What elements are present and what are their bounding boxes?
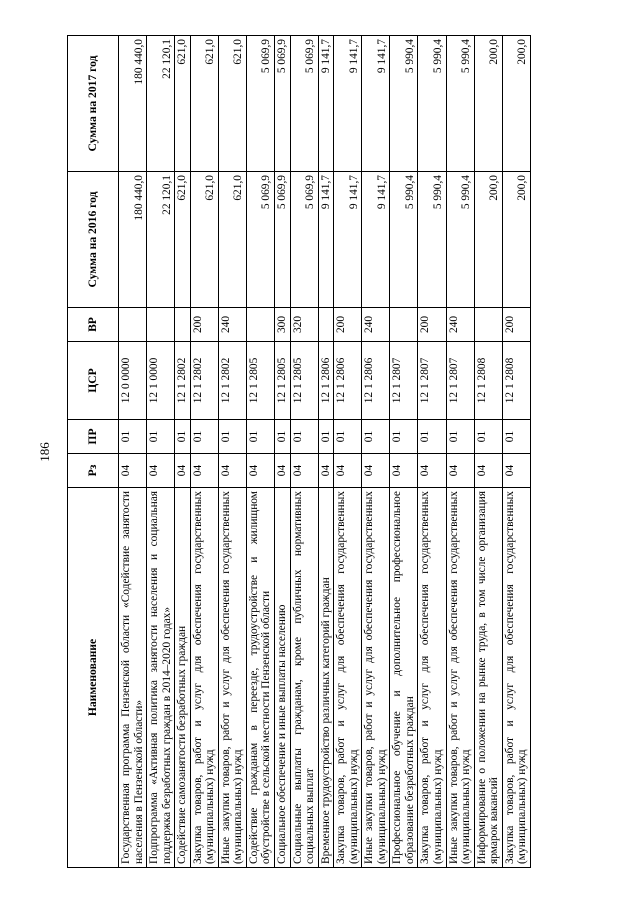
- cell-rz: 04: [318, 454, 334, 488]
- cell-pr: 01: [362, 420, 390, 454]
- cell-name: Информирование о положении на рынке труда, в том числе организация ярмарок вакансий: [474, 488, 502, 868]
- cell-sum-2016: 5 990,4: [418, 172, 446, 308]
- cell-sum-2017: 5 990,4: [418, 36, 446, 172]
- table-row: [246, 36, 274, 868]
- cell-sum-2016: 5 069,9: [246, 172, 274, 308]
- table-row: [474, 36, 502, 868]
- cell-vr: 240: [362, 308, 390, 342]
- table-row: [446, 36, 474, 868]
- cell-vr: [119, 308, 147, 342]
- cell-name: Закупка товаров, работ и услуг для обеспечения государственных (муниципальных) нужд: [190, 488, 218, 868]
- cell-rz: 04: [446, 454, 474, 488]
- cell-csr: 12 1 2807: [446, 342, 474, 420]
- table-row: [318, 36, 334, 868]
- cell-name: Профессиональное обучение и дополнительное профессиональное образование безработных граждан: [390, 488, 418, 868]
- cell-pr: 01: [147, 420, 175, 454]
- cell-sum-2017: 5 069,9: [246, 36, 274, 172]
- cell-pr: 01: [218, 420, 246, 454]
- cell-vr: [390, 308, 418, 342]
- cell-vr: 300: [275, 308, 291, 342]
- cell-rz: 04: [334, 454, 362, 488]
- cell-sum-2017: 621,0: [175, 36, 191, 172]
- cell-vr: 320: [290, 308, 318, 342]
- cell-vr: 240: [446, 308, 474, 342]
- cell-csr: 12 1 2808: [502, 342, 530, 420]
- table-row: [218, 36, 246, 868]
- budget-table: [67, 35, 531, 868]
- cell-name: Иные закупки товаров, работ и услуг для обеспечения государственных (муниципальных) нужд: [218, 488, 246, 868]
- cell-csr: 12 1 2806: [334, 342, 362, 420]
- table-row: [390, 36, 418, 868]
- cell-vr: 240: [218, 308, 246, 342]
- page-number: 186: [37, 442, 52, 462]
- cell-csr: 12 1 0000: [147, 342, 175, 420]
- cell-vr: 200: [418, 308, 446, 342]
- cell-sum-2016: 180 440,0: [119, 172, 147, 308]
- cell-sum-2016: 9 141,7: [334, 172, 362, 308]
- cell-csr: 12 1 2806: [318, 342, 334, 420]
- cell-csr: 12 1 2805: [290, 342, 318, 420]
- cell-sum-2017: 9 141,7: [334, 36, 362, 172]
- cell-pr: 01: [190, 420, 218, 454]
- cell-csr: 12 1 2808: [474, 342, 502, 420]
- cell-rz: 04: [119, 454, 147, 488]
- cell-name: Закупка товаров, работ и услуг для обеспечения государственных (муниципальных) нужд: [418, 488, 446, 868]
- cell-pr: 01: [418, 420, 446, 454]
- header-sum-2017: Сумма на 2017 год: [68, 36, 119, 172]
- cell-csr: 12 0 0000: [119, 342, 147, 420]
- cell-pr: 01: [175, 420, 191, 454]
- cell-rz: 04: [246, 454, 274, 488]
- cell-sum-2017: 200,0: [502, 36, 530, 172]
- cell-name: Закупка товаров, работ и услуг для обеспечения государственных (муниципальных) нужд: [334, 488, 362, 868]
- cell-rz: 04: [175, 454, 191, 488]
- table-row: [418, 36, 446, 868]
- table-row: [334, 36, 362, 868]
- cell-sum-2016: 9 141,7: [362, 172, 390, 308]
- cell-name: Содействие гражданам в переезде, трудоустройстве и жилищном обустройстве в сельской местности Пензенской области: [246, 488, 274, 868]
- cell-rz: 04: [147, 454, 175, 488]
- table-row: [502, 36, 530, 868]
- cell-pr: 01: [119, 420, 147, 454]
- cell-sum-2016: 200,0: [474, 172, 502, 308]
- header-name: Наименование: [68, 488, 119, 868]
- cell-pr: 01: [474, 420, 502, 454]
- cell-vr: [474, 308, 502, 342]
- table-row: [362, 36, 390, 868]
- cell-vr: [175, 308, 191, 342]
- cell-vr: 200: [190, 308, 218, 342]
- cell-name: Подпрограмма «Активная политика занятости населения и социальная поддержка безработных граждан в 2014–2020 годах»: [147, 488, 175, 868]
- cell-sum-2016: 621,0: [175, 172, 191, 308]
- cell-sum-2016: 5 069,9: [275, 172, 291, 308]
- cell-rz: 04: [218, 454, 246, 488]
- cell-rz: 04: [290, 454, 318, 488]
- cell-sum-2017: 5 069,9: [275, 36, 291, 172]
- cell-sum-2017: 5 990,4: [390, 36, 418, 172]
- cell-name: Иные закупки товаров, работ и услуг для обеспечения государственных (муниципальных) нужд: [446, 488, 474, 868]
- cell-sum-2016: 5 069,9: [290, 172, 318, 308]
- cell-csr: 12 1 2802: [190, 342, 218, 420]
- header-sum-2016: Сумма на 2016 год: [68, 172, 119, 308]
- cell-csr: 12 1 2805: [246, 342, 274, 420]
- header-row: [68, 36, 119, 868]
- cell-sum-2016: 9 141,7: [318, 172, 334, 308]
- rotated-page: [67, 36, 587, 868]
- cell-sum-2017: 200,0: [474, 36, 502, 172]
- table-row: [175, 36, 191, 868]
- cell-csr: 12 1 2807: [418, 342, 446, 420]
- cell-pr: 01: [390, 420, 418, 454]
- cell-sum-2017: 5 069,9: [290, 36, 318, 172]
- cell-name: Социальное обеспечение и иные выплаты населению: [275, 488, 291, 868]
- table-row: [190, 36, 218, 868]
- cell-csr: 12 1 2802: [218, 342, 246, 420]
- table-row: [147, 36, 175, 868]
- cell-rz: 04: [502, 454, 530, 488]
- cell-sum-2017: 621,0: [190, 36, 218, 172]
- cell-sum-2017: 621,0: [218, 36, 246, 172]
- cell-rz: 04: [418, 454, 446, 488]
- cell-vr: [318, 308, 334, 342]
- cell-sum-2016: 22 120,1: [147, 172, 175, 308]
- cell-sum-2017: 9 141,7: [318, 36, 334, 172]
- cell-pr: 01: [334, 420, 362, 454]
- cell-name: Временное трудоустройство различных категорий граждан: [318, 488, 334, 868]
- cell-rz: 04: [190, 454, 218, 488]
- cell-pr: 01: [318, 420, 334, 454]
- cell-rz: 04: [474, 454, 502, 488]
- cell-name: Социальные выплаты гражданам, кроме публичных нормативных социальных выплат: [290, 488, 318, 868]
- cell-sum-2017: 22 120,1: [147, 36, 175, 172]
- cell-name: Государственная программа Пензенской области «Содействие занятости населения в Пензенской области»: [119, 488, 147, 868]
- cell-vr: 200: [502, 308, 530, 342]
- cell-vr: [147, 308, 175, 342]
- header-rz: Рз: [68, 454, 119, 488]
- cell-rz: 04: [275, 454, 291, 488]
- cell-vr: [246, 308, 274, 342]
- header-pr: ПР: [68, 420, 119, 454]
- cell-name: Закупка товаров, работ и услуг для обеспечения государственных (муниципальных) нужд: [502, 488, 530, 868]
- cell-pr: 01: [246, 420, 274, 454]
- cell-csr: 12 1 2807: [390, 342, 418, 420]
- cell-name: Иные закупки товаров, работ и услуг для обеспечения государственных (муниципальных) нужд: [362, 488, 390, 868]
- table-row: [290, 36, 318, 868]
- cell-pr: 01: [290, 420, 318, 454]
- cell-csr: 12 1 2805: [275, 342, 291, 420]
- cell-csr: 12 1 2806: [362, 342, 390, 420]
- table-row: [275, 36, 291, 868]
- cell-sum-2016: 200,0: [502, 172, 530, 308]
- cell-name: Содействие самозанятости безработных граждан: [175, 488, 191, 868]
- cell-pr: 01: [275, 420, 291, 454]
- cell-rz: 04: [390, 454, 418, 488]
- cell-sum-2017: 180 440,0: [119, 36, 147, 172]
- cell-rz: 04: [362, 454, 390, 488]
- header-vr: ВР: [68, 308, 119, 342]
- table-row: [119, 36, 147, 868]
- cell-sum-2017: 5 990,4: [446, 36, 474, 172]
- cell-pr: 01: [502, 420, 530, 454]
- cell-pr: 01: [446, 420, 474, 454]
- cell-vr: 200: [334, 308, 362, 342]
- cell-sum-2017: 9 141,7: [362, 36, 390, 172]
- cell-csr: 12 1 2802: [175, 342, 191, 420]
- cell-sum-2016: 5 990,4: [446, 172, 474, 308]
- cell-sum-2016: 5 990,4: [390, 172, 418, 308]
- header-csr: ЦСР: [68, 342, 119, 420]
- cell-sum-2016: 621,0: [218, 172, 246, 308]
- cell-sum-2016: 621,0: [190, 172, 218, 308]
